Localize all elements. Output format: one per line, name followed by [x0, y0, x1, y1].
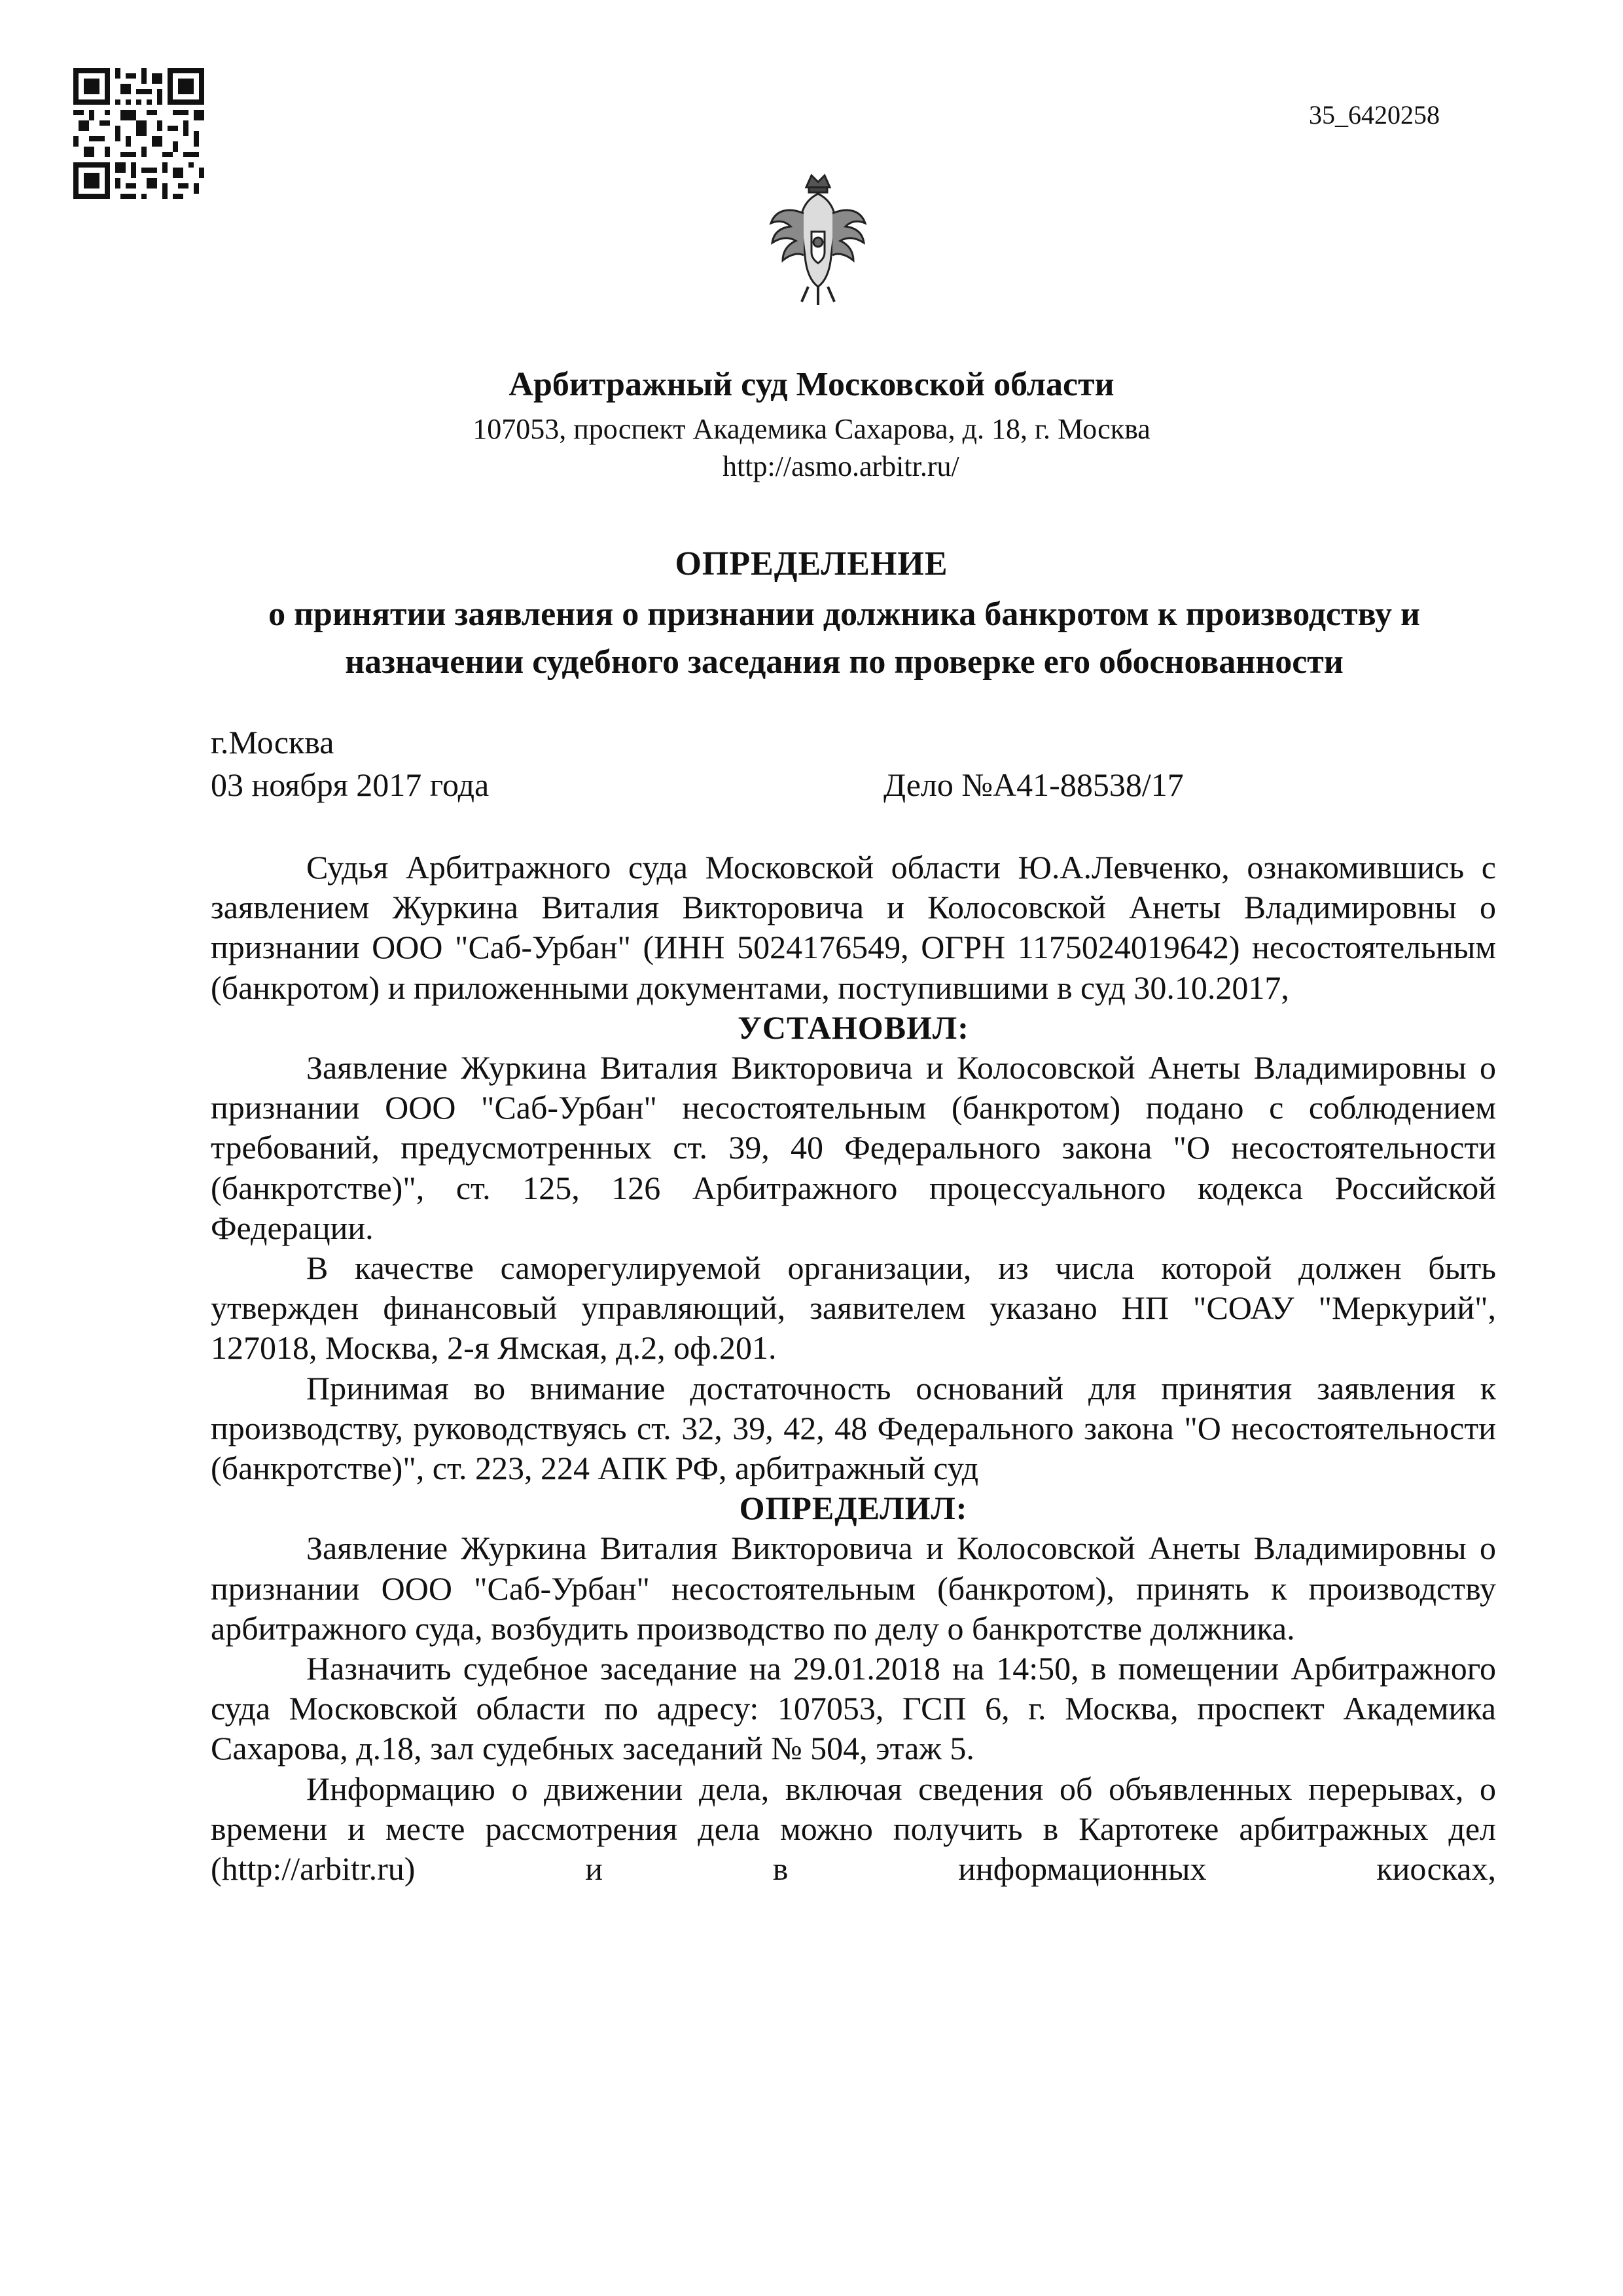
- city: г.Москва: [211, 724, 334, 761]
- document-subtitle: о принятии заявления о признании должника банкротом к производству и назначении судебного заседания по проверке его обоснованности: [268, 596, 1420, 681]
- ruled-paragraph-2: Назначить судебное заседание на 29.01.2018 на 14:50, в помещении Арбитражного суда Московской области по адресу: 107053, ГСП 6, г. Москва, проспект Академика Сахарова, д.18, зал судебных заседаний № 504, этаж 5.: [211, 1650, 1496, 1767]
- document-body: [211, 848, 1496, 1889]
- court-address: 107053, проспект Академика Сахарова, д. 18, г. Москва: [473, 413, 1150, 445]
- court-website: http://asmo.arbitr.ru/: [722, 450, 959, 482]
- heading-ruled: ОПРЕДЕЛИЛ:: [739, 1490, 968, 1527]
- court-name: Арбитражный суд Московской области: [508, 366, 1115, 403]
- established-paragraph-1: Заявление Журкина Виталия Викторовича и Колосовской Анеты Владимировны о признании ООО "Саб-Урбан" несостоятельным (банкротом) подано с соблюдением требований, предусмотренных ст. 39, 40 Федерального закона "О несостоятельности (банкротстве)", ст. 125, 126 Арбитражного процессуального кодекса Российской Федерации.: [211, 1049, 1496, 1246]
- case-number: Дело №А41-88538/17: [883, 766, 1184, 803]
- established-paragraph-2: В качестве саморегулируемой организации, из числа которой должен быть утвержден финансовый управляющий, заявителем указано НП "СОАУ "Меркурий", 127018, Москва, 2-я Ямская, д.2, оф.201.: [211, 1249, 1496, 1367]
- heading-established: УСТАНОВИЛ:: [738, 1009, 969, 1046]
- coat-of-arms-icon: [766, 168, 870, 318]
- ruled-paragraph-3: Информацию о движении дела, включая сведения об объявленных перерывах, о времени и месте рассмотрения дела можно получить в Картотеке арбитражных дел (http://arbitr.ru) и в информационных киосках,: [211, 1770, 1496, 1888]
- qr-code: [73, 68, 204, 199]
- intro-paragraph: Судья Арбитражного суда Московской области Ю.А.Левченко, ознакомившись с заявлением Журкина Виталия Викторовича и Колосовской Анеты Владимировны о признании ООО "Саб-Урбан" (ИНН 5024176549, ОГРН 1175024019642) несостоятельным (банкротом) и приложенными документами, поступившими в суд 30.10.2017,: [211, 849, 1496, 1006]
- established-paragraph-3: Принимая во внимание достаточность оснований для принятия заявления к производству, руководствуясь ст. 32, 39, 42, 48 Федерального закона "О несостоятельности (банкротстве)", ст. 223, 224 АПК РФ, арбитражный суд: [211, 1369, 1496, 1487]
- document-number: 35_6420258: [1309, 100, 1440, 130]
- document-date: 03 ноября 2017 года: [211, 766, 490, 803]
- document-title: ОПРЕДЕЛЕНИЕ: [675, 545, 948, 583]
- ruled-paragraph-1: Заявление Журкина Виталия Викторовича и Колосовской Анеты Владимировны о признании ООО "Саб-Урбан" несостоятельным (банкротом), принять к производству арбитражного суда, возбудить производство по делу о банкротстве должника.: [211, 1530, 1496, 1647]
